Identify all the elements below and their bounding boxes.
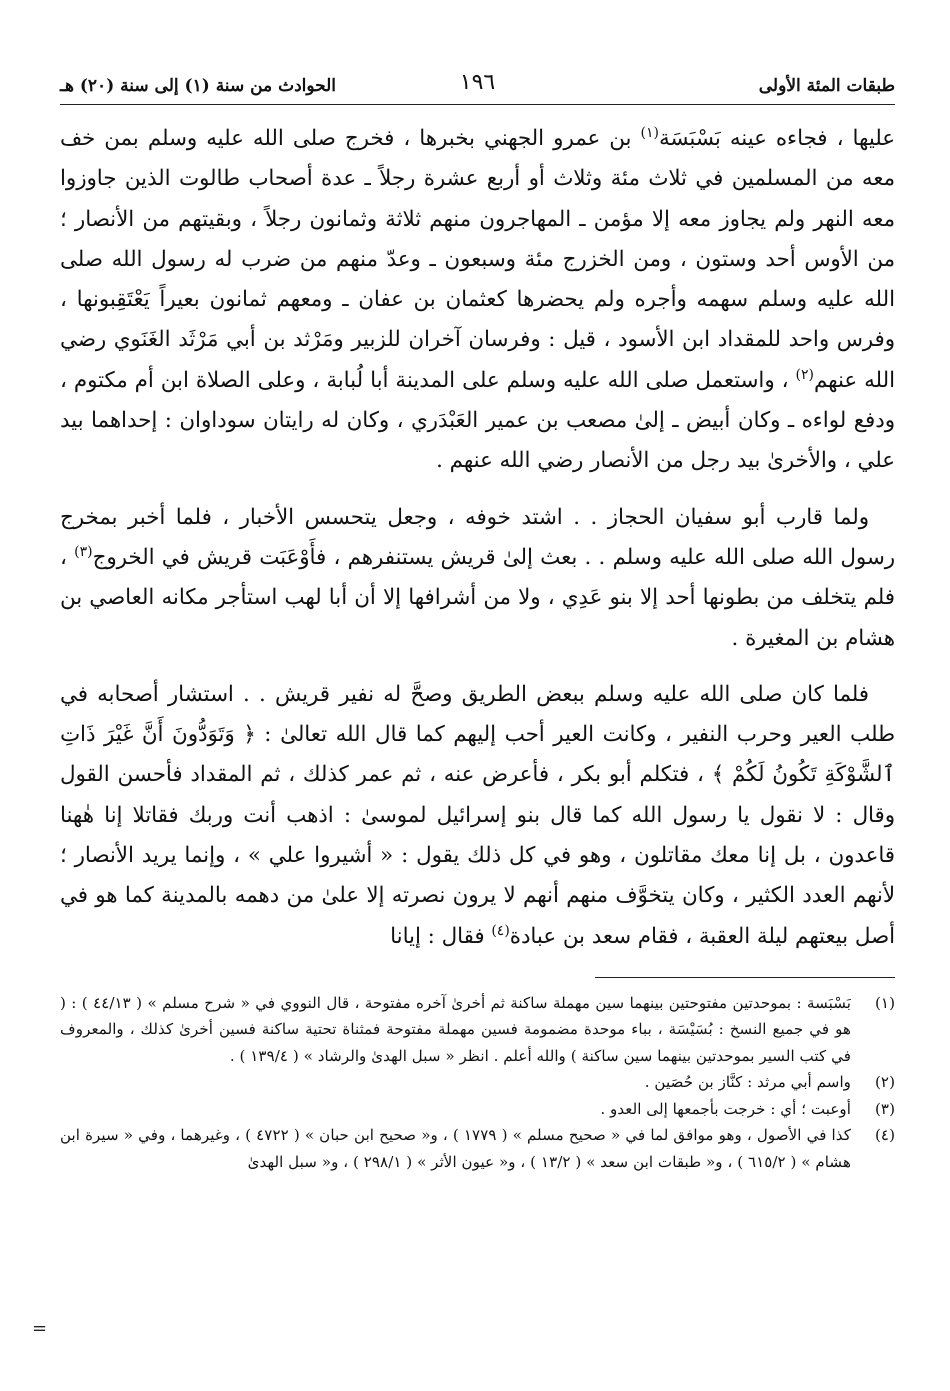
footnote-ref-4[interactable]: (٤) <box>491 922 510 939</box>
running-header <box>60 70 895 105</box>
book-page <box>60 70 895 1175</box>
footnote-text: كذا في الأصول ، وهو موافق لما في « صحيح مسلم » ( ١٧٧٩ ) ، و« صحيح ابن حبان » ( ٤٧٢٢ ) ، وغيرهما ، وفي « سيرة ابن هشام » ( ٦١٥/٢ ) ، و« طبقات ابن سعد » ( ١٣/٢ ) ، و« عيون الأثر » ( ٢٩٨/١ ) ، و« سبل الهدىٰ <box>60 1126 851 1171</box>
footnote-number: (١) <box>874 993 895 1012</box>
footnote-4 <box>60 1122 895 1175</box>
footnote-text: أوعبت ؛ أي : خرجت بأجمعها إلى العدو . <box>600 1099 851 1118</box>
footnote-number: (٣) <box>874 1099 895 1118</box>
paragraph-3: فلما كان صلى الله عليه وسلم ببعض الطريق وصحَّ له نفير قريش . . استشار أصحابه في طلب العير وحرب النفير ، وكانت العير أحب إليهم كما قال الله تعالىٰ : ﴿ وَتَوَدُّونَ أَنَّ غَيْرَ ذَاتِ ٱلشَّوْكَةِ تَكُونُ لَكُمْ ﴾ ، فتكلم أبو بكر ، فأعرض عنه ، ثم عمر كذلك ، ثم المقداد فأحسن القول وقال : لا نقول يا رسول الله كما قال بنو إسرائيل لموسىٰ : اذهب أنت وربك فقاتلا إنا هٰهنا قاعدون ، بل إنا معك مقاتلون ، وهو في كل ذلك يقول : « أشيروا علي » ، وإنما يريد الأنصار ؛ لأنهم العدد الكثير ، وكان يتخوَّف منهم أنهم لا يرون نصرته إلا علىٰ من دهمه بالمدينة كما هو في أصل بيعتهم ليلة العقبة ، فقام سعد بن عبادة$^{(٤)}$ فقال : إيانا <box>60 681 895 949</box>
footnote-text: بَسْبَسة : بموحدتين مفتوحتين بينهما سين مهملة ساكنة ثم أخرىٰ آخره مفتوحة ، قال النووي في « شرح مسلم » ( ٤٤/١٣ ) : ( هو في جميع النسخ : بُسَيْسَة ، بباء موحدة مضمومة فسين مهملة مفتوحة فمثناة تحتية ساكنة فسين أخرىٰ كذلك ، والمعروف في كتب السير بموحدتين بينهما سين ساكنة ) والله أعلم . انظر « سبل الهدىٰ والرشاد » ( ١٣٩/٤ ) . <box>60 993 851 1065</box>
footnote-number: (٤) <box>874 1126 895 1145</box>
book-title: طبقات المئة الأولى <box>758 76 895 96</box>
footnote-ref-3[interactable]: (٣) <box>74 543 93 560</box>
continuation-mark: = <box>32 1318 48 1339</box>
quran-quote: ﴿ وَتَوَدُّونَ أَنَّ غَيْرَ ذَاتِ ٱلشَّوْكَةِ تَكُونُ لَكُمْ ﴾ <box>60 722 895 788</box>
page-number: ١٩٦ <box>459 70 496 95</box>
main-text <box>60 119 895 957</box>
paragraph-1: عليها ، فجاءه عينه بَسْبَسَة$^{(١)}$ بن عمرو الجهني بخبرها ، فخرج صلى الله عليه وسلم بمن خف معه من المسلمين في ثلاث مئة وثلاث أو أربع عشرة رجلاً ـ عدة أصحاب طالوت الذين جاوزوا معه النهر ولم يجاوز معه إلا مؤمن ـ المهاجرون منهم ثلاثة وثمانون رجلاً ، وبقيتهم من الأنصار ؛ من الأوس أحد وستون ، ومن الخزرج مئة وسبعون ـ وعدّ منهم من ضرب له رسول الله صلى الله عليه وسلم سهمه وأجره ولم يحضرها كعثمان بن عفان ـ ومعهم ثمانون بعيراً يَعْتَقِبونها ، وفرس واحد للمقداد ابن الأسود ، قيل : وفرسان آخران للزبير ومَرْثد بن أبي مَرْثَد الغَنَوي رضي الله عنهم$^{(٢)}$ ، واستعمل صلى الله عليه وسلم على المدينة أبا لُبابة ، وعلى الصلاة ابن أم مكتوم ، ودفع لواءه ـ وكان أبيض ـ إلىٰ مصعب بن عمير العَبْدَري ، وكان له رايتان سوداوان : إحداهما بيد علي ، والأخرىٰ بيد رجل من الأنصار رضي الله عنهم . <box>60 124 896 474</box>
footnote-1 <box>60 990 895 1070</box>
footnote-divider <box>595 977 895 978</box>
footnotes <box>60 990 895 1176</box>
footnote-ref-1[interactable]: (١) <box>640 124 659 141</box>
footnote-ref-2[interactable]: (٢) <box>795 366 814 383</box>
footnote-3 <box>60 1096 895 1123</box>
footnote-text: واسم أبي مرثد : كنَّاز بن حُصَين . <box>644 1073 851 1092</box>
paragraph-2: ولما قارب أبو سفيان الحجاز . . اشتد خوفه ، وجعل يتحسس الأخبار ، فلما أخبر بمخرج رسول الله صلى الله عليه وسلم . . بعث إلىٰ قريش يستنفرهم ، فأَوْعَبَت قريش في الخروج$^{(٣)}$ ، فلم يتخلف من بطونها أحد إلا بنو عَدِي ، ولا من أشرافها إلا أن أبا لهب استأجر مكانه العاصي بن هشام بن المغيرة . <box>60 504 895 651</box>
footnote-2 <box>60 1069 895 1096</box>
section-title: الحوادث من سنة (١) إلى سنة (٢٠) هـ <box>60 76 337 96</box>
footnote-number: (٢) <box>874 1073 895 1092</box>
